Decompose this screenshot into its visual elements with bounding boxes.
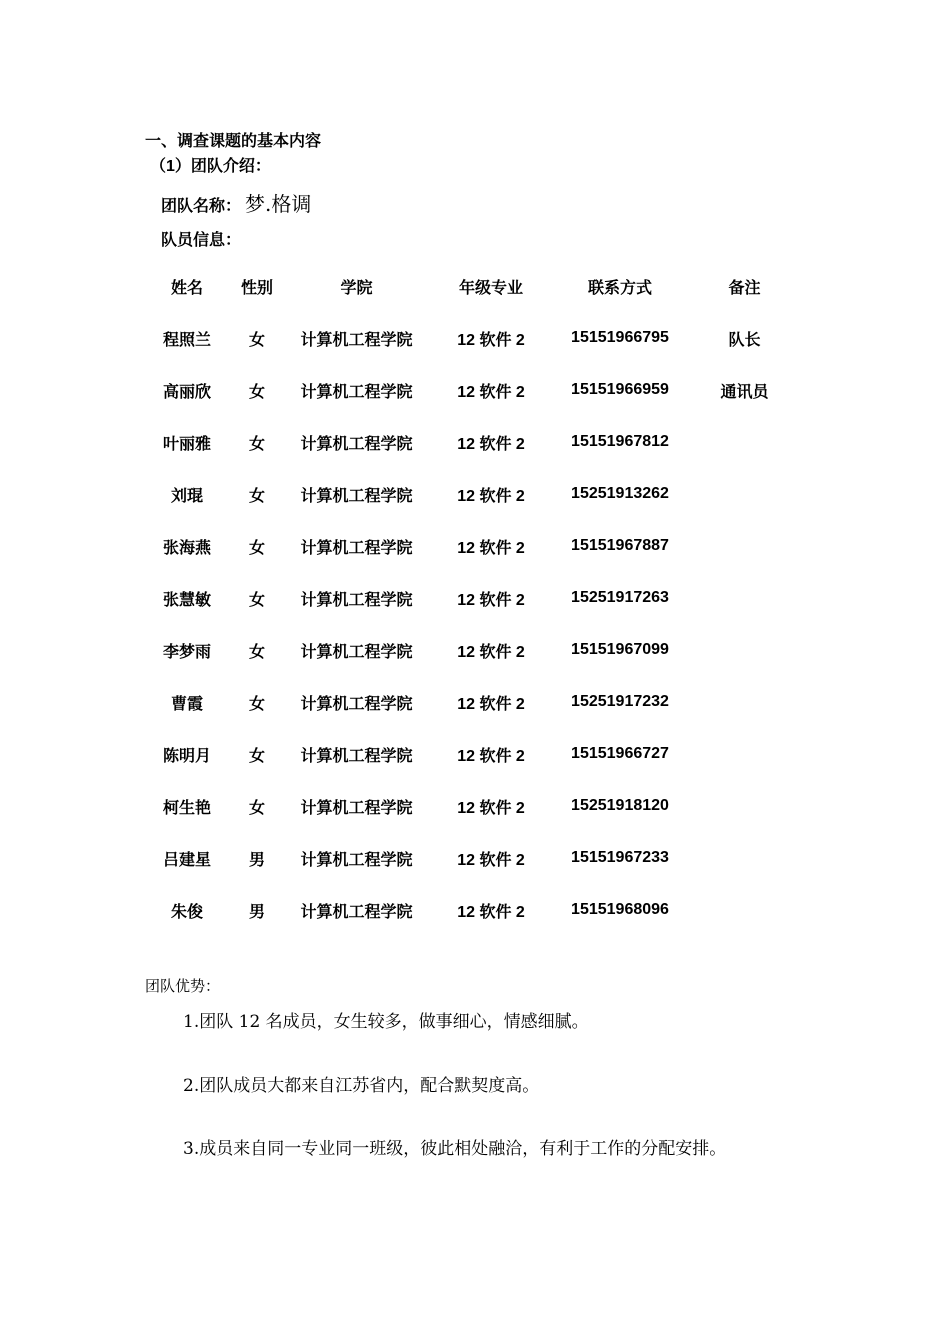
cell-college: 计算机工程学院 <box>300 383 413 401</box>
cell-name: 张海燕 <box>162 539 211 557</box>
cell-gender: 男 <box>248 903 265 921</box>
table-row <box>150 468 808 520</box>
cell-contact: 15151966795 <box>571 329 669 346</box>
cell-remark <box>681 520 808 572</box>
cell-college: 计算机工程学院 <box>300 695 413 713</box>
section-title: 一、调查课题的基本内容 <box>145 133 322 150</box>
cell-name: 吕建星 <box>162 851 211 869</box>
cell-college: 计算机工程学院 <box>300 903 413 921</box>
table-row <box>150 364 808 416</box>
cell-gender: 女 <box>248 331 265 349</box>
table-row <box>150 416 808 468</box>
team-name-label: 团队名称： <box>161 198 242 215</box>
table-row <box>150 520 808 572</box>
cell-contact: 15151966727 <box>571 745 669 762</box>
cell-remark <box>681 468 808 520</box>
cell-contact: 15151967812 <box>571 433 669 450</box>
header-name: 姓名 <box>170 279 203 297</box>
cell-gender: 女 <box>248 799 265 817</box>
header-remark: 备注 <box>728 279 761 297</box>
table-row <box>150 832 808 884</box>
cell-grade-major: 12 软件 2 <box>457 851 525 869</box>
cell-name: 柯生艳 <box>162 799 211 817</box>
cell-remark <box>681 728 808 780</box>
header-gender: 性别 <box>240 279 273 297</box>
cell-contact: 15251913262 <box>571 485 669 502</box>
cell-grade-major: 12 软件 2 <box>457 799 525 817</box>
cell-name: 叶丽雅 <box>162 435 211 453</box>
table-row <box>150 676 808 728</box>
cell-remark <box>681 624 808 676</box>
team-name-value: 梦.格调 <box>245 192 312 216</box>
cell-grade-major: 12 软件 2 <box>457 539 525 557</box>
cell-name: 张慧敏 <box>162 591 211 609</box>
subsection-title: （1）团队介绍： <box>150 158 271 175</box>
cell-gender: 女 <box>248 747 265 765</box>
cell-grade-major: 12 软件 2 <box>457 331 525 349</box>
cell-college: 计算机工程学院 <box>300 539 413 557</box>
cell-remark: 通讯员 <box>720 383 769 401</box>
cell-name: 朱俊 <box>170 903 203 921</box>
cell-contact: 15151968096 <box>571 901 669 918</box>
cell-college: 计算机工程学院 <box>300 799 413 817</box>
cell-college: 计算机工程学院 <box>300 487 413 505</box>
table-row <box>150 728 808 780</box>
cell-grade-major: 12 软件 2 <box>457 695 525 713</box>
cell-gender: 男 <box>248 851 265 869</box>
header-contact: 联系方式 <box>587 279 652 297</box>
cell-college: 计算机工程学院 <box>300 435 413 453</box>
cell-grade-major: 12 软件 2 <box>457 903 525 921</box>
cell-college: 计算机工程学院 <box>300 747 413 765</box>
cell-contact: 15251917263 <box>571 589 669 606</box>
cell-name: 陈明月 <box>162 747 211 765</box>
table-row <box>150 780 808 832</box>
cell-name: 高丽欣 <box>162 383 211 401</box>
cell-remark <box>681 884 808 936</box>
cell-remark <box>681 676 808 728</box>
cell-remark: 队长 <box>728 331 761 349</box>
cell-name: 曹霞 <box>170 695 203 713</box>
header-college: 学院 <box>340 279 373 297</box>
table-row <box>150 884 808 936</box>
cell-remark <box>681 780 808 832</box>
cell-name: 李梦雨 <box>162 643 211 661</box>
team-name-line <box>161 188 311 217</box>
cell-remark <box>681 416 808 468</box>
cell-grade-major: 12 软件 2 <box>457 383 525 401</box>
table-row <box>150 312 808 364</box>
cell-grade-major: 12 软件 2 <box>457 591 525 609</box>
cell-name: 程照兰 <box>162 331 211 349</box>
advantage-item: 1.团队 12 名成员，女生较多，做事细心，情感细腻。 <box>183 1012 589 1032</box>
cell-college: 计算机工程学院 <box>300 591 413 609</box>
cell-gender: 女 <box>248 383 265 401</box>
header-grade-major: 年级专业 <box>458 279 523 297</box>
cell-college: 计算机工程学院 <box>300 851 413 869</box>
cell-grade-major: 12 软件 2 <box>457 487 525 505</box>
table-header-row <box>150 260 808 312</box>
cell-gender: 女 <box>248 539 265 557</box>
cell-college: 计算机工程学院 <box>300 331 413 349</box>
cell-contact: 15151967233 <box>571 849 669 866</box>
table-row <box>150 624 808 676</box>
advantage-item: 3.成员来自同一专业同一班级，彼此相处融洽，有利于工作的分配安排。 <box>183 1139 727 1159</box>
cell-contact: 15251917232 <box>571 693 669 710</box>
cell-contact: 15151966959 <box>571 381 669 398</box>
cell-grade-major: 12 软件 2 <box>457 747 525 765</box>
cell-gender: 女 <box>248 435 265 453</box>
cell-grade-major: 12 软件 2 <box>457 643 525 661</box>
cell-contact: 15151967887 <box>571 537 669 554</box>
cell-grade-major: 12 软件 2 <box>457 435 525 453</box>
cell-gender: 女 <box>248 591 265 609</box>
advantage-item: 2.团队成员大都来自江苏省内，配合默契度高。 <box>183 1076 540 1096</box>
cell-gender: 女 <box>248 487 265 505</box>
advantages-title: 团队优势： <box>145 978 221 995</box>
cell-remark <box>681 572 808 624</box>
cell-contact: 15251918120 <box>571 797 669 814</box>
cell-name: 刘琨 <box>170 487 203 505</box>
member-table <box>150 260 808 936</box>
member-info-label: 队员信息： <box>161 232 242 249</box>
cell-remark <box>681 832 808 884</box>
table-row <box>150 572 808 624</box>
cell-college: 计算机工程学院 <box>300 643 413 661</box>
cell-contact: 15151967099 <box>571 641 669 658</box>
cell-gender: 女 <box>248 643 265 661</box>
cell-gender: 女 <box>248 695 265 713</box>
